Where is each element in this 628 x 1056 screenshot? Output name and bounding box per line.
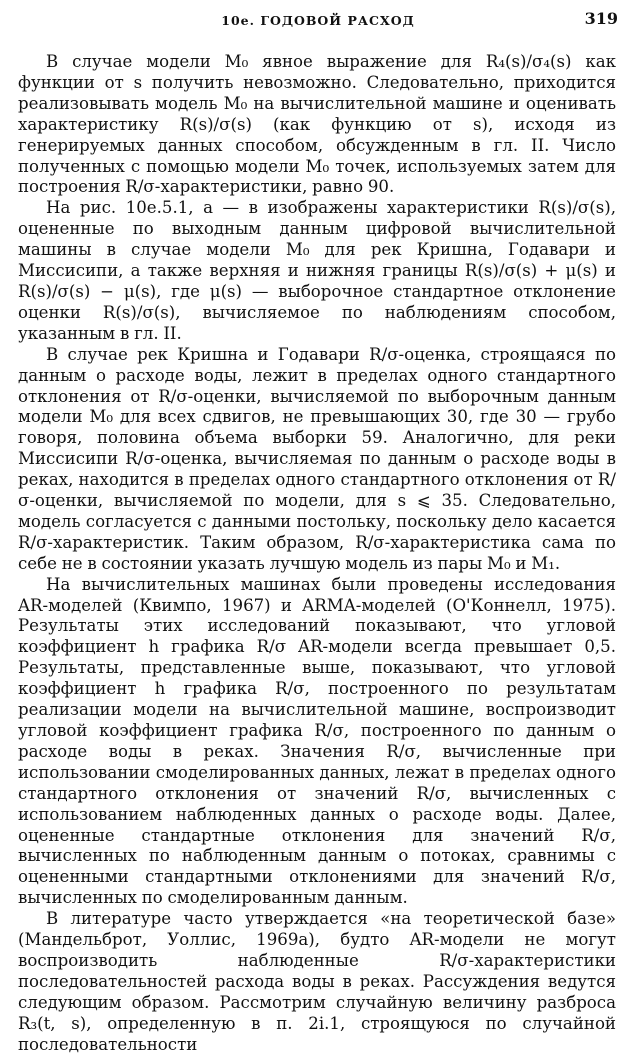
page-header xyxy=(18,9,618,31)
page-body xyxy=(18,52,616,1056)
paragraph-3: В случае рек Кришна и Годавари R/σ-оценка, строящаяся по данным о расходе воды, лежит в пределах одного стандартного отклонения от R/σ-оценки, вычисляемой по выборочным данным модели M₀ для всех сдвигов, не превышающих 30, где 30 — грубо говоря, половина объема выборки 59. Аналогично, для реки Миссисипи R/σ-оценка, вычисляемая по данным о расходе воды в реках, находится в пределах одного стандартного отклонения от R/σ-оценки, вычисляемой по модели, для s ⩽ 35. Следовательно, модель согласуется с данными постольку, поскольку дело касается R/σ-характеристик. Таким образом, R/σ-характеристика сама по себе не в состоянии указать лучшую модель из пары M₀ и M₁. xyxy=(18,344,616,573)
paragraph-2: На рис. 10е.5.1, а — в изображены характеристики R(s)/σ(s), оцененные по выходным данным цифровой вычислительной машины в случае модели M₀ для рек Кришна, Годавари и Миссисипи, а также верхняя и нижняя границы R(s)/σ(s) + μ(s) и R(s)/σ(s) − μ(s), где μ(s) — выборочное стандартное отклонение оценки R(s)/σ(s), вычисляемое по наблюдениям способом, указанным в гл. II. xyxy=(18,198,616,343)
page-number: 319 xyxy=(584,9,618,28)
paragraph-5: В литературе часто утверждается «на теоретической базе» (Мандельброт, Уоллис, 1969а), будто AR-модели не могут воспроизводить наблюденные R/σ-характеристики последовательностей расхода воды в реках. Рассуждения ведутся следующим образом. Рассмотрим случайную величину разброса R₃(t, s), определенную в п. 2i.1, строящуюся по случайной последовательности xyxy=(18,909,616,1054)
paragraph-4: На вычислительных машинах были проведены исследования AR-моделей (Квимпо, 1967) и ARMA-моделей (О'Коннелл, 1975). Результаты этих исследований показывают, что угловой коэффициент h графика R/σ AR-модели всегда превышает 0,5. Результаты, представленные выше, показывают, что угловой коэффициент h графика R/σ, построенного по результатам реализации модели на вычислительной машине, воспроизводит угловой коэффициент графика R/σ, построенного по данным о расходе воды в реках. Значения R/σ, вычисленные при использовании смоделированных данных, лежат в пределах одного стандартного отклонения от значений R/σ, вычисленных с использованием наблюденных данных о расходе воды. Далее, оцененные стандартные отклонения для значений R/σ, вычисленных по наблюденным данным о потоках, сравнимы с оцененными стандартными отклонениями для значений R/σ, вычисленных по смоделированным данным. xyxy=(18,574,617,908)
paragraph-1: В случае модели M₀ явное выражение для R₄(s)/σ₄(s) как функции от s получить невозможно. Следовательно, приходится реализовывать модель M₀ на вычислительной машине и оценивать характеристику R(s)/σ(s) (как функцию от s), исходя из генерируемых данных способом, обсужденным в гл. II. Число полученных с помощью модели M₀ точек, используемых затем для построения R/σ-характеристики, равно 90. xyxy=(18,52,616,197)
running-head: 10е. ГОДОВОЙ РАСХОД xyxy=(221,12,415,28)
